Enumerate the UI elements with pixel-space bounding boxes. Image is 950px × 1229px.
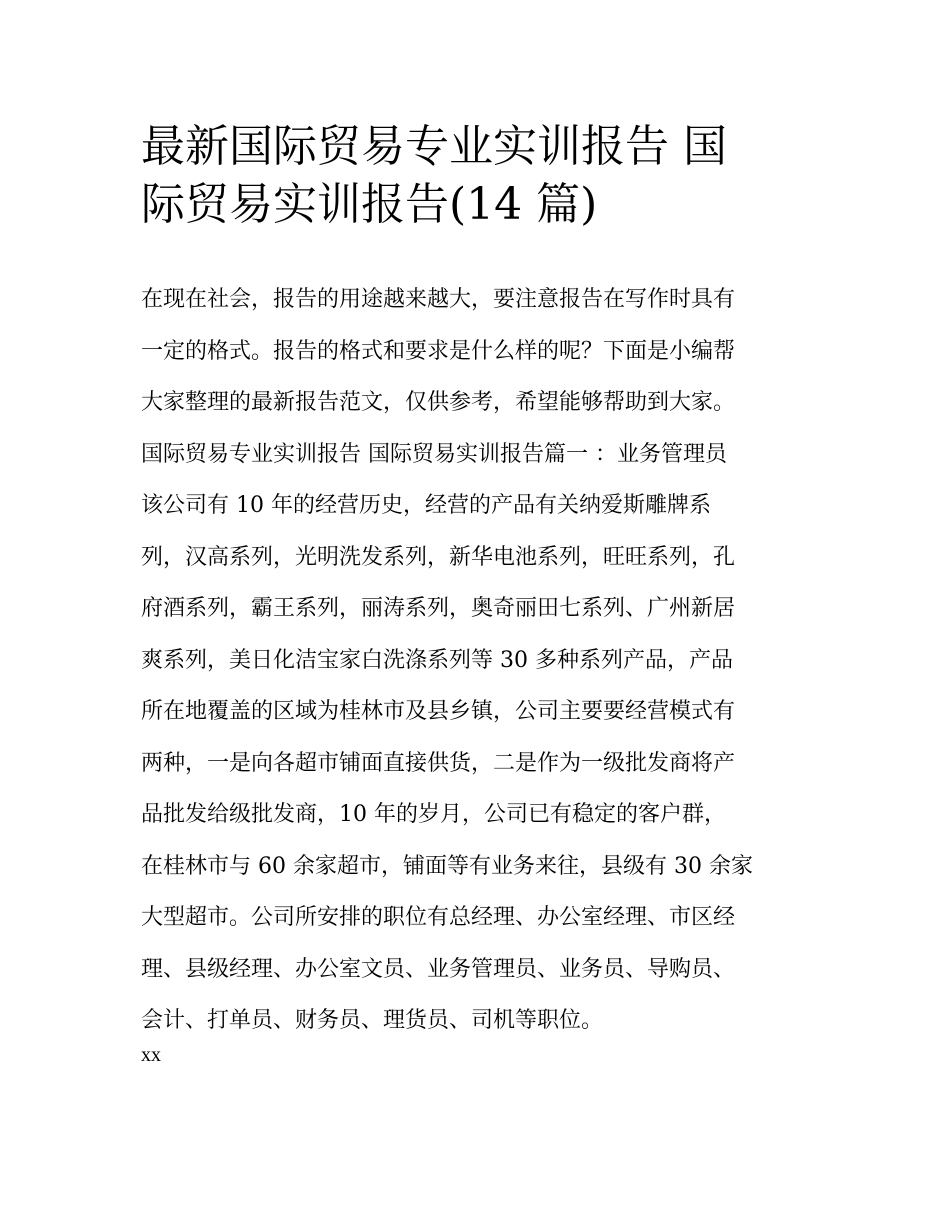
document-body bbox=[141, 281, 831, 1054]
body-line: 大家整理的最新报告范文，仅供参考，希望能够帮助到大家。 bbox=[141, 390, 736, 415]
body-line: 府酒系列，霸王系列，丽涛系列，奥奇丽田七系列、广州新居 bbox=[141, 596, 736, 621]
body-line: 一定的格式。报告的格式和要求是什么样的呢？下面是小编帮 bbox=[141, 338, 736, 364]
body-line: 所在地覆盖的区域为桂林市及县乡镇，公司主要要经营模式有 bbox=[141, 699, 736, 724]
body-line: 国际贸易专业实训报告 国际贸易实训报告篇一 ：业务管理员 bbox=[141, 441, 727, 467]
document-title bbox=[141, 118, 831, 234]
body-line: 在桂林市与 60 余家超市，铺面等有业务来往，县级有 30 余家 bbox=[141, 853, 753, 879]
body-line: 理、县级经理、办公室文员、业务管理员、业务员、导购员、 bbox=[141, 956, 736, 982]
title-line: 最新国际贸易专业实训报告 国 bbox=[141, 121, 727, 172]
body-line: 该公司有 10 年的经营历史，经营的产品有关纳爱斯雕牌系 bbox=[141, 493, 711, 518]
title-line: 际贸易实训报告(14 篇) bbox=[141, 179, 598, 230]
body-line: 列，汉高系列，光明洗发系列，新华电池系列，旺旺系列，孔 bbox=[141, 544, 736, 570]
body-line: 爽系列，美日化洁宝家白洗涤系列等 30 多种系列产品，产品 bbox=[141, 647, 733, 673]
body-line: 大型超市。公司所安排的职位有总经理、办公室经理、市区经 bbox=[141, 905, 736, 930]
footer-mark: xx bbox=[141, 1044, 161, 1066]
body-line: 两种，一是向各超市铺面直接供货，二是作为一级批发商将产 bbox=[141, 750, 736, 776]
body-line: 会计、打单员、财务员、理货员、司机等职位。 bbox=[141, 1008, 604, 1033]
body-line: 品批发给级批发商，10 年的岁月，公司已有稳定的客户群， bbox=[141, 802, 726, 827]
body-line: 在现在社会，报告的用途越来越大，要注意报告在写作时具有 bbox=[141, 287, 736, 312]
